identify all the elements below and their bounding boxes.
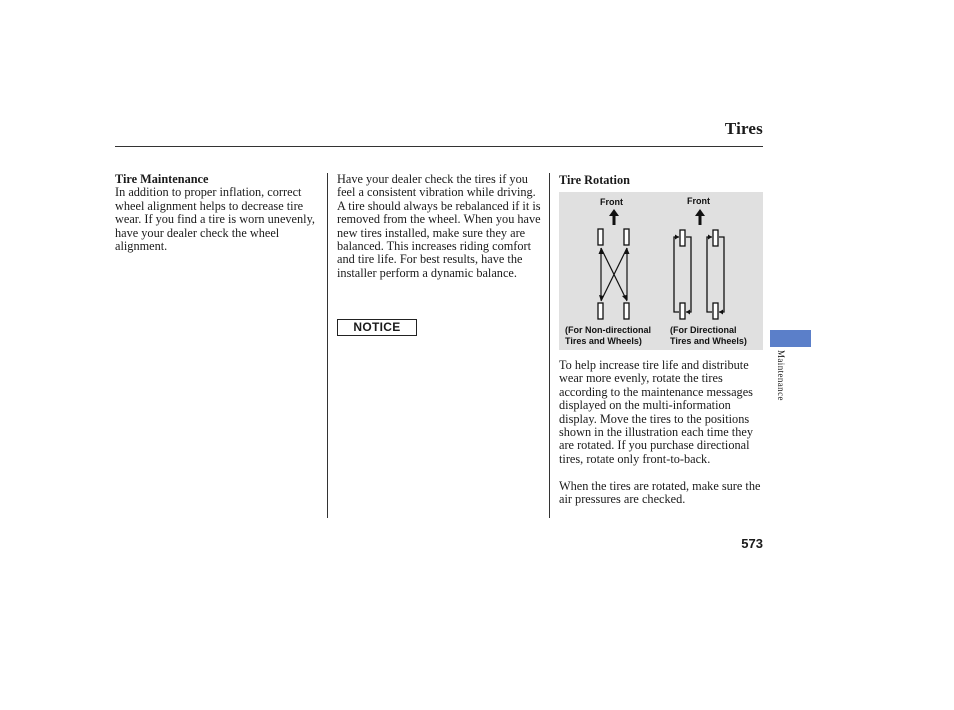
tire-rotation-text [559,359,763,506]
up-arrow-icon [609,209,619,225]
caption-left-line1: (For Non-directional [565,325,651,335]
up-arrow-icon [695,209,705,225]
tire-rotation-heading: Tire Rotation [559,173,630,187]
caption-non-directional [565,325,651,347]
tire-rotation-diagram [559,192,763,350]
caption-right-line1: (For Directional [670,325,737,335]
page-title: Tires [724,119,763,138]
column-divider-2 [549,173,550,518]
header-rule [115,146,763,147]
page-number: 573 [741,536,763,551]
tire-rotation-para2: When the tires are rotated, make sure the air pressures are checked. [559,478,761,507]
column-divider-1 [327,173,328,518]
section-tab-label: Maintenance [776,350,786,401]
tire-maintenance-section [115,173,315,253]
front-label-right: Front [687,196,710,206]
caption-right-line2: Tires and Wheels) [670,336,747,346]
tire-rotation-para1: To help increase tire life and distribute wear more evenly, rotate the tires according to the maintenance messages displayed on the multi-information display. Move the tires to the positions shown in the illustration each time they are rotated. If you purchase directional tires, rotate only front-to-back. [559,358,753,466]
section-tab [770,330,811,347]
tire-maintenance-heading: Tire Maintenance [115,172,209,186]
front-label-left: Front [600,197,623,207]
balance-body: Have your dealer check the tires if you feel a consistent vibration while driving. A tire should always be rebalanced if it is removed from the wheel. When you have new tires installed, make sure they are balanced. This increases riding comfort and tire life. For best results, have the installer perform a dynamic balance. [337,172,541,280]
caption-directional [670,325,747,347]
tire-maintenance-body: In addition to proper inflation, correct wheel alignment helps to decrease tire wear. If you find a tire is worn unevenly, have your dealer check the wheel alignment. [115,185,315,254]
notice-label: NOTICE [337,319,417,336]
caption-left-line2: Tires and Wheels) [565,336,642,346]
balance-section [337,173,545,280]
